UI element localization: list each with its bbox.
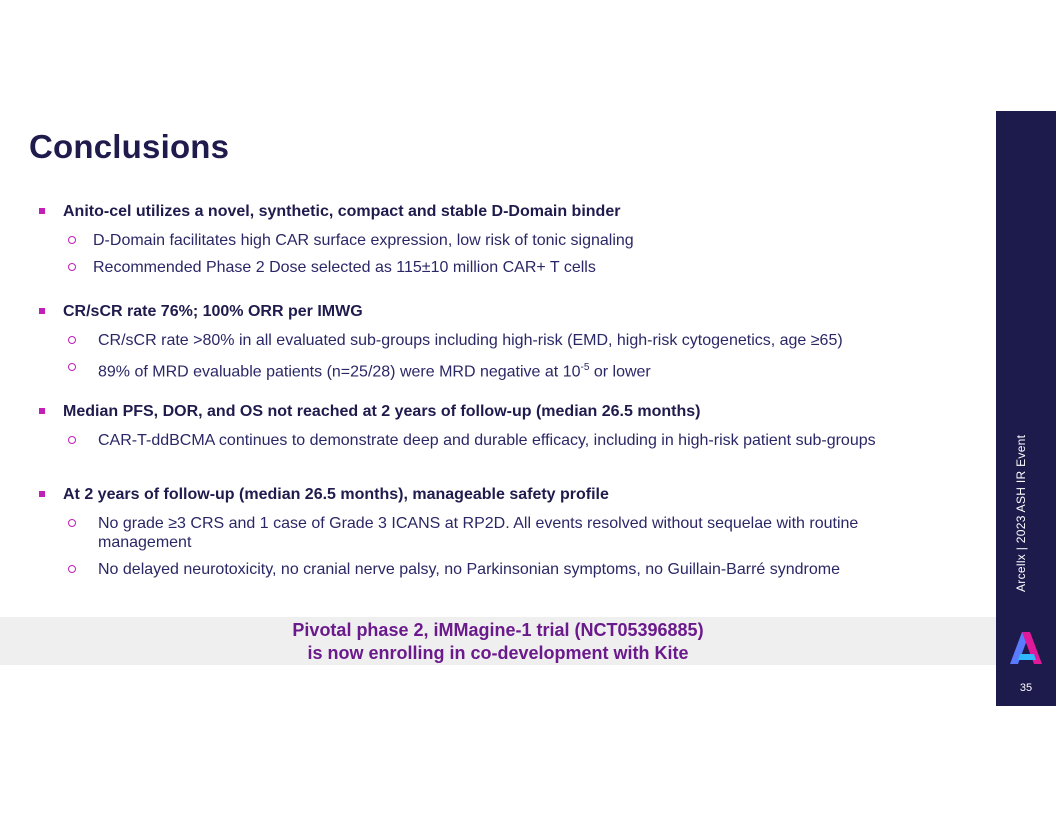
callout-line-2: is now enrolling in co-development with Kite xyxy=(307,643,689,663)
sidebar xyxy=(996,111,1056,706)
callout-line-1: Pivotal phase 2, iMMagine-1 trial (NCT05396885) xyxy=(292,620,704,640)
bullet-heading-text: Median PFS, DOR, and OS not reached at 2 years of follow-up (median 26.5 months) xyxy=(63,403,701,420)
sub-bullet xyxy=(37,258,977,277)
bullet-heading-text: At 2 years of follow-up (median 26.5 months), manageable safety profile xyxy=(63,486,609,503)
circle-bullet-icon xyxy=(68,436,76,444)
square-bullet-icon xyxy=(39,491,45,497)
sub-bullet-text: CR/sCR rate >80% in all evaluated sub-groups including high-risk (EMD, high-risk cytogenetics, age ≥65) xyxy=(98,332,843,349)
circle-bullet-icon xyxy=(68,336,76,344)
exponent: -5 xyxy=(580,362,590,373)
circle-bullet-icon xyxy=(68,263,76,271)
circle-bullet-icon xyxy=(68,363,76,371)
section-3 xyxy=(37,402,977,450)
square-bullet-icon xyxy=(39,308,45,314)
sub-bullet-text: No grade ≥3 CRS and 1 case of Grade 3 ICANS at RP2D. All events resolved without sequelae with routine management xyxy=(98,515,859,551)
section-4 xyxy=(37,485,977,579)
page-title: Conclusions xyxy=(29,128,230,165)
sub-bullet xyxy=(37,358,977,381)
bullet-heading xyxy=(37,402,977,422)
sub-bullet-text-before: 89% of MRD evaluable patients (n=25/28) were MRD negative at 10 xyxy=(98,363,581,381)
square-bullet-icon xyxy=(39,408,45,414)
sub-bullet xyxy=(37,514,898,552)
section-1 xyxy=(37,202,977,277)
sub-bullet xyxy=(37,231,977,250)
circle-bullet-icon xyxy=(68,519,76,527)
arcellx-logo-icon xyxy=(1008,630,1044,666)
callout-banner xyxy=(0,617,996,665)
sub-bullet xyxy=(37,331,977,350)
square-bullet-icon xyxy=(39,208,45,214)
bullet-heading xyxy=(37,485,977,505)
sub-bullet-text: Recommended Phase 2 Dose selected as 115±10 million CAR+ T cells xyxy=(93,259,596,276)
bullet-heading xyxy=(37,202,977,222)
sub-bullet xyxy=(37,560,977,579)
section-2 xyxy=(37,302,977,381)
circle-bullet-icon xyxy=(68,565,76,573)
sub-bullet xyxy=(37,431,977,450)
sidebar-event-text: Arcellx | 2023 ASH IR Event xyxy=(1014,434,1028,592)
sub-bullet-text: No delayed neurotoxicity, no cranial nerve palsy, no Parkinsonian symptoms, no Guillain-Barré syndrome xyxy=(98,561,840,578)
sub-bullet-text-after: or lower xyxy=(589,363,651,381)
sub-bullet-text: CAR-T-ddBCMA continues to demonstrate deep and durable efficacy, including in high-risk patient sub-groups xyxy=(98,432,876,449)
sub-bullet-text: D-Domain facilitates high CAR surface expression, low risk of tonic signaling xyxy=(93,232,634,249)
bullet-heading-text: CR/sCR rate 76%; 100% ORR per IMWG xyxy=(63,303,363,320)
bullet-heading xyxy=(37,302,977,322)
circle-bullet-icon xyxy=(68,236,76,244)
bullet-heading-text: Anito-cel utilizes a novel, synthetic, compact and stable D-Domain binder xyxy=(63,203,621,220)
page-number: 35 xyxy=(1019,682,1033,694)
